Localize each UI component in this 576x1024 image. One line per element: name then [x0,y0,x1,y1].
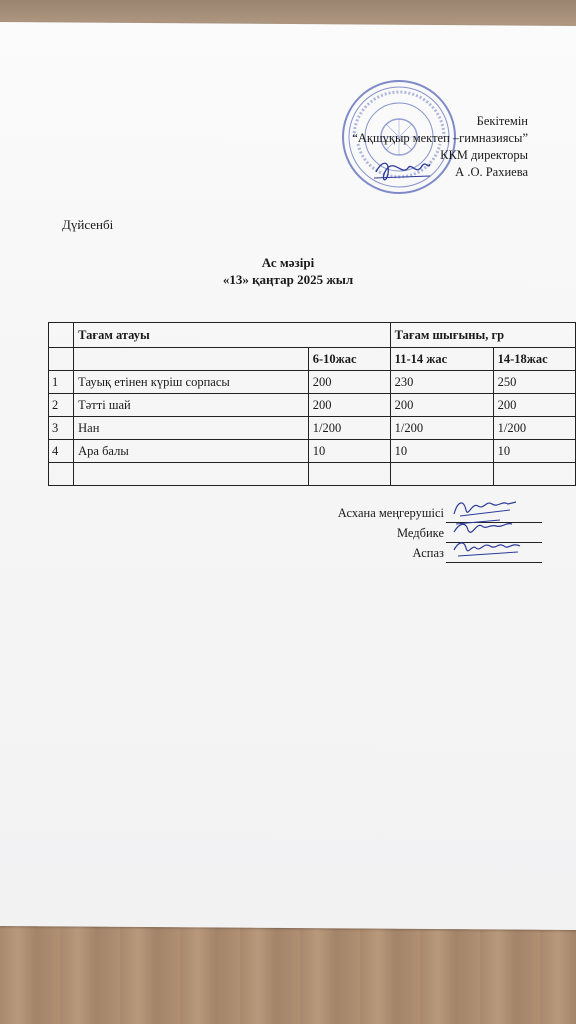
dish-name: Ара балы [74,440,309,463]
table-header-row [49,323,576,348]
table-empty-row [49,463,576,486]
table-row [49,440,576,463]
table-age-row [49,348,576,371]
signature-block [338,503,542,563]
approval-title: Бекітемін [476,114,528,128]
amount-14-18: 200 [493,394,575,417]
amount-6-10: 200 [308,394,390,417]
row-number: 3 [49,417,74,440]
amount-6-10: 200 [308,371,390,394]
table-row [49,394,576,417]
header-dish-name: Тағам атауы [74,323,391,348]
dish-name: Тауық етінен күріш сорпасы [74,371,309,394]
header-consumption: Тағам шығыны, гр [390,323,575,348]
amount-11-14: 10 [390,440,493,463]
approval-position: ККМ директоры [440,148,528,162]
dish-name: Нан [74,417,309,440]
amount-6-10: 10 [308,440,390,463]
nurse-label: Медбике [396,526,444,540]
approval-school: “Ақшұқыр мектеп –гимназиясы” [352,131,528,145]
amount-6-10: 1/200 [308,417,390,440]
row-number: 1 [49,371,74,394]
cook-signature-icon [450,536,526,562]
amount-14-18: 10 [493,440,575,463]
amount-11-14: 230 [390,371,493,394]
approval-director-name: А .О. Рахиева [455,165,528,179]
age-group-2: 11-14 жас [390,348,493,371]
director-signature-icon [372,150,432,190]
day-of-week: Дүйсенбі [62,217,114,232]
cook-label: Аспаз [412,546,444,560]
dish-name: Тәтті шай [74,394,309,417]
floor-background [0,926,576,1024]
row-number: 4 [49,440,74,463]
table-row [49,371,576,394]
amount-14-18: 250 [493,371,575,394]
menu-title: Ас мәзірі [261,255,315,270]
signature-row-cook [338,543,542,563]
row-number: 2 [49,394,74,417]
age-group-3: 14-18жас [493,348,575,371]
head-of-kitchen-label: Асхана меңгерушісі [337,506,444,520]
cook-signature-line [446,548,542,563]
age-group-1: 6-10жас [308,348,390,371]
amount-11-14: 200 [390,394,493,417]
table-row [49,417,576,440]
menu-table [48,322,576,486]
amount-11-14: 1/200 [390,417,493,440]
amount-14-18: 1/200 [493,417,575,440]
menu-date: «13» қаңтар 2025 жыл [222,272,354,287]
